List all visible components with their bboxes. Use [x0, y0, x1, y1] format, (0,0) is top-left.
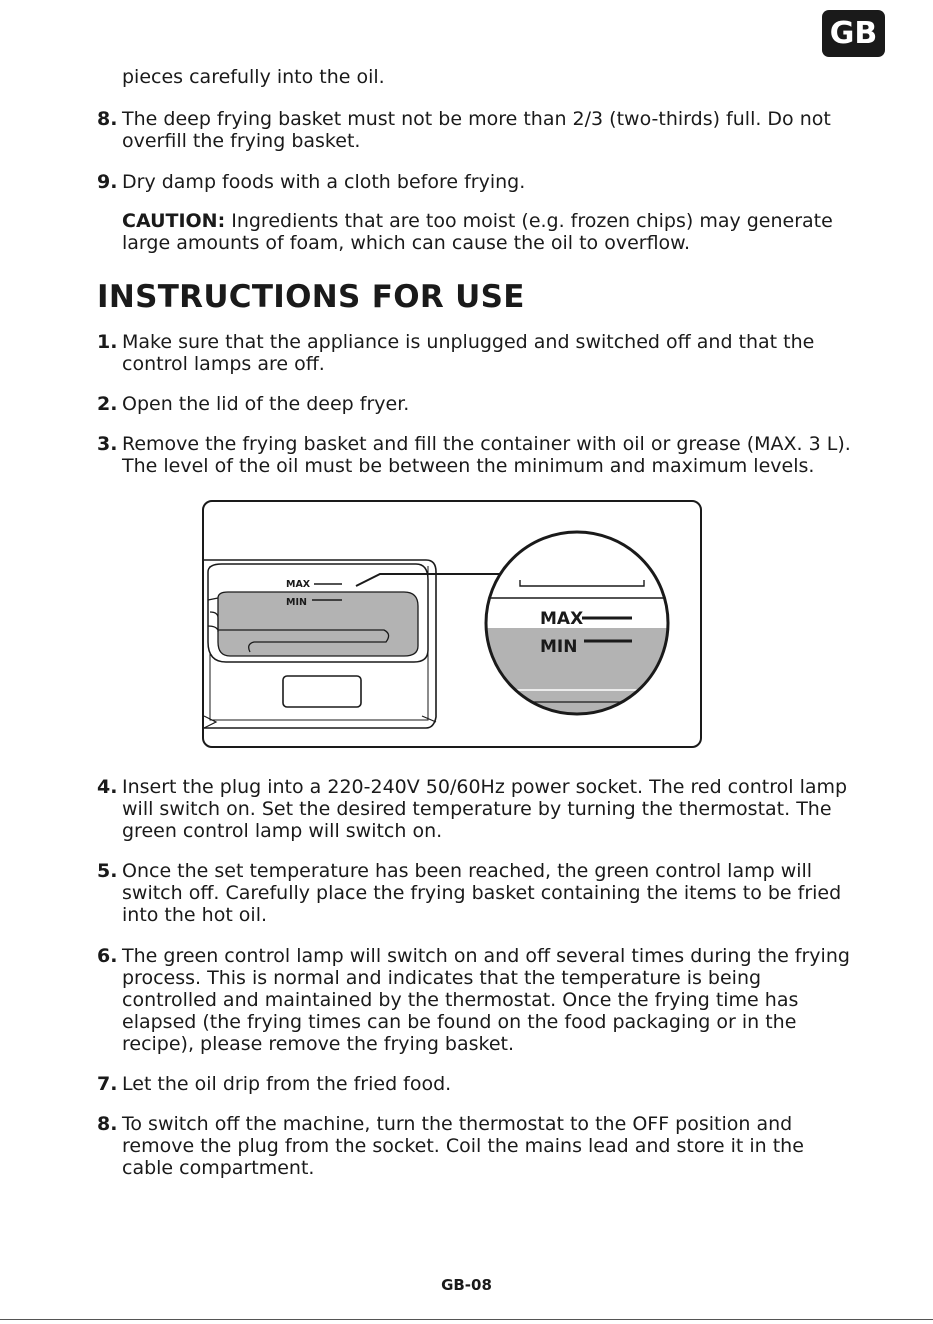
language-badge: GB — [822, 10, 885, 57]
list-number: 4. — [97, 776, 118, 798]
list-item-line: Remove the frying basket and fill the container with oil or grease (MAX. 3 L). — [122, 433, 851, 455]
caution-line: large amounts of foam, which can cause the oil to overflow. — [122, 232, 691, 254]
list-item-line: control lamps are off. — [122, 353, 325, 375]
list-item-line: into the hot oil. — [122, 904, 268, 926]
list-item-line: recipe), please remove the frying basket. — [122, 1033, 515, 1055]
caution-label: CAUTION: — [122, 210, 226, 232]
list-number: 8. — [97, 108, 118, 130]
list-number: 8. — [97, 1113, 118, 1135]
list-number: 2. — [97, 393, 118, 415]
continuation-text: pieces carefully into the oil. — [122, 66, 385, 88]
list-item-line: overfill the frying basket. — [122, 130, 361, 152]
list-item-line: The deep frying basket must not be more than 2/3 (two-thirds) full. Do not — [122, 108, 831, 130]
list-item-line: process. This is normal and indicates that the temperature is being — [122, 967, 762, 989]
section-heading: INSTRUCTIONS FOR USE — [97, 279, 525, 315]
oil-fill — [218, 592, 418, 656]
list-item-line: controlled and maintained by the thermostat. Once the frying time has — [122, 989, 799, 1011]
front-handle — [283, 676, 361, 707]
zoom-min-label: MIN — [540, 637, 578, 657]
list-item-line: The green control lamp will switch on and off several times during the frying — [122, 945, 850, 967]
list-number: 3. — [97, 433, 118, 455]
list-item-line: remove the plug from the socket. Coil the mains lead and store it in the — [122, 1135, 804, 1157]
page-number: GB-08 — [441, 1276, 492, 1294]
list-number: 5. — [97, 860, 118, 882]
list-number: 1. — [97, 331, 118, 353]
list-item-line: Let the oil drip from the fried food. — [122, 1073, 452, 1095]
list-item-line: Dry damp foods with a cloth before frying. — [122, 171, 526, 193]
caution-line — [122, 210, 833, 233]
list-item-line: The level of the oil must be between the minimum and maximum levels. — [122, 455, 815, 477]
list-item-line: Make sure that the appliance is unplugged and switched off and that the — [122, 331, 815, 353]
small-max-label: MAX — [286, 579, 311, 590]
list-item-line: Insert the plug into a 220-240V 50/60Hz power socket. The red control lamp — [122, 776, 848, 798]
list-item-line: green control lamp will switch on. — [122, 820, 443, 842]
list-item-line: will switch on. Set the desired temperature by turning the thermostat. The — [122, 798, 832, 820]
list-item-line: Open the lid of the deep fryer. — [122, 393, 410, 415]
list-item-line: cable compartment. — [122, 1157, 315, 1179]
list-number: 9. — [97, 171, 118, 193]
list-number: 6. — [97, 945, 118, 967]
list-number: 7. — [97, 1073, 118, 1095]
list-item-line: elapsed (the frying times can be found on the food packaging or in the — [122, 1011, 797, 1033]
bottom-rule — [0, 1319, 933, 1320]
list-item-line: switch off. Carefully place the frying basket containing the items to be fried — [122, 882, 842, 904]
fryer-diagram — [204, 502, 702, 748]
list-item-line: To switch off the machine, turn the thermostat to the OFF position and — [122, 1113, 793, 1135]
caution-text: Ingredients that are too moist (e.g. frozen chips) may generate — [225, 210, 833, 232]
oil-level-illustration — [202, 500, 702, 748]
list-item-line: Once the set temperature has been reached, the green control lamp will — [122, 860, 813, 882]
small-min-label: MIN — [286, 597, 307, 608]
zoom-max-label: MAX — [540, 609, 584, 629]
